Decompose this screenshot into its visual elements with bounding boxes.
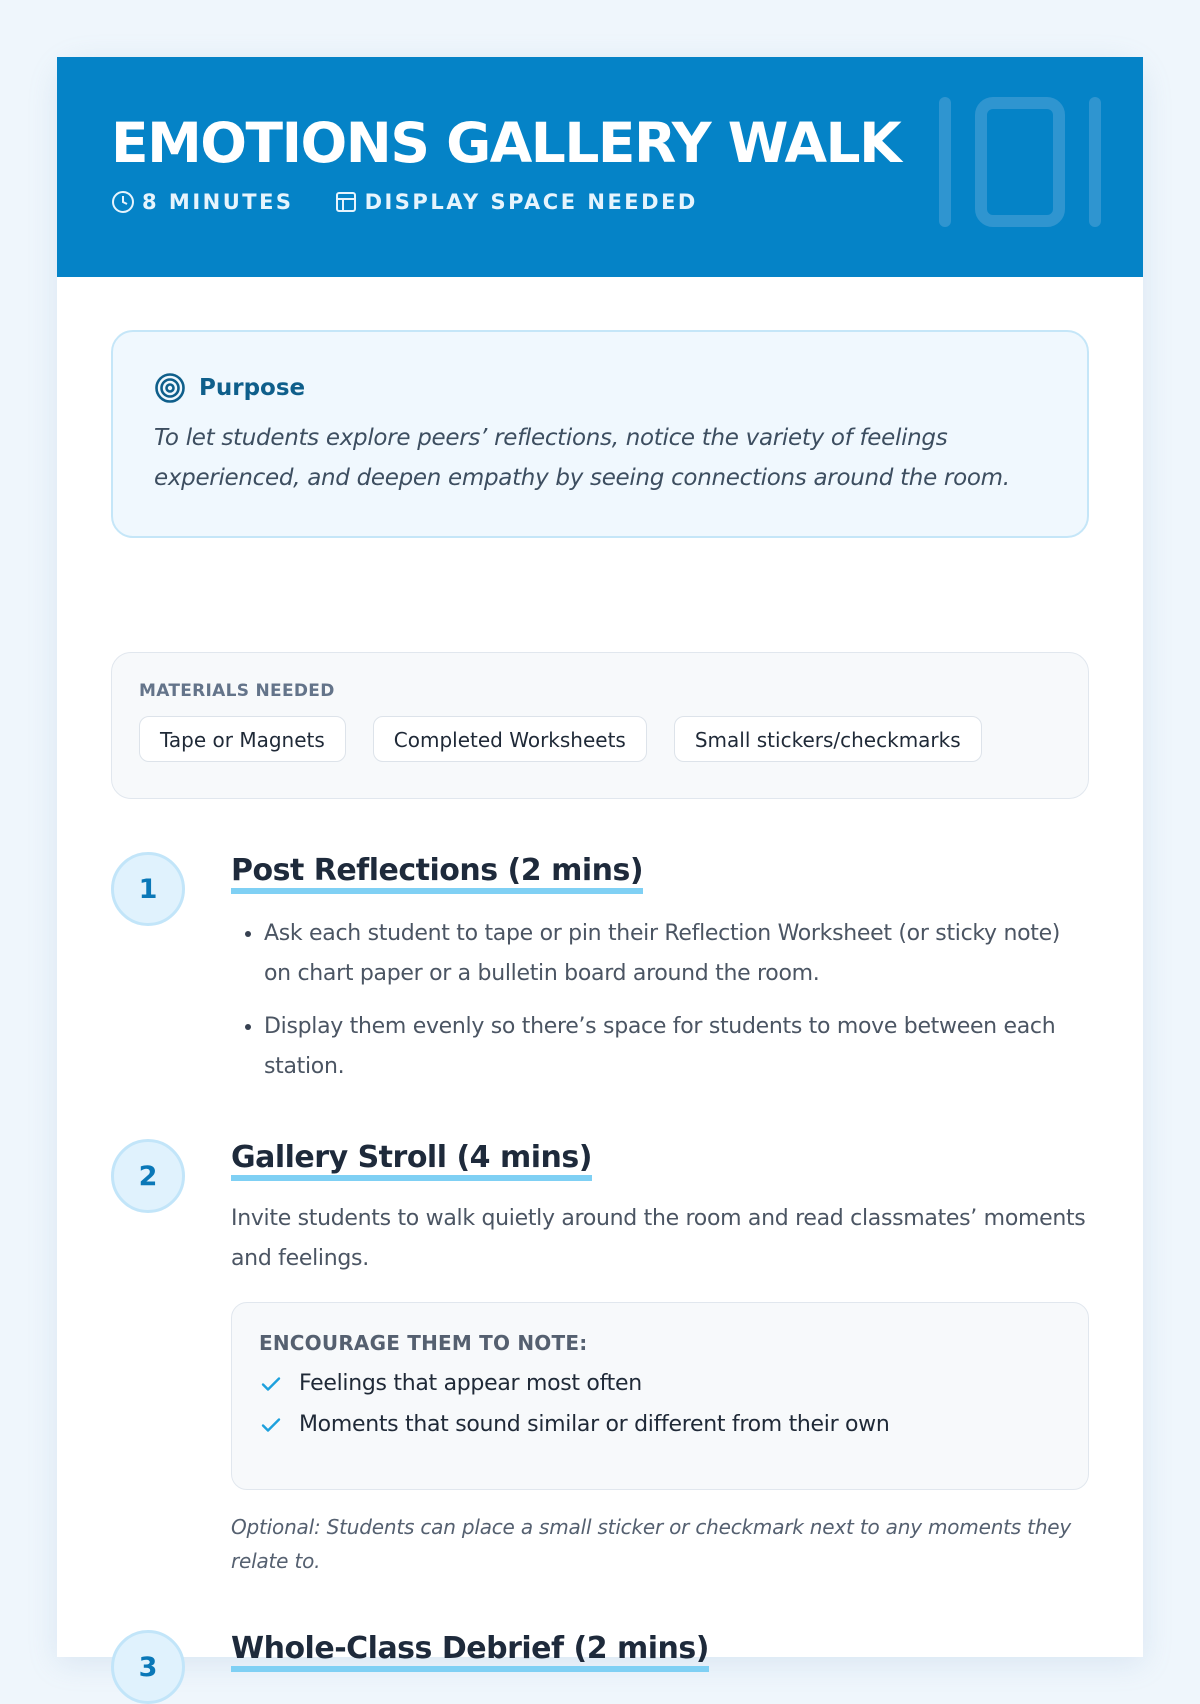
note-item-text: Feelings that appear most often <box>299 1371 642 1396</box>
note-item-text: Moments that sound similar or different from their own <box>299 1412 890 1437</box>
gallery-frame-icon <box>937 97 1107 247</box>
purpose-heading <box>154 372 1047 404</box>
step-body <box>231 1630 1089 1672</box>
material-chip: Small stickers/checkmarks <box>674 716 982 762</box>
material-chip: Completed Worksheets <box>373 716 647 762</box>
step-description: Invite students to walk quietly around the room and read classmates’ moments and feelings. <box>231 1206 1086 1271</box>
step-body <box>231 852 1089 1100</box>
bullet-item: • Ask each student to tape or pin their Reflection Worksheet (or sticky note) on chart paper or a bulletin board around the room. <box>264 914 1089 994</box>
duration-meta <box>111 190 294 214</box>
material-chip: Tape or Magnets <box>139 716 346 762</box>
space-text: DISPLAY SPACE NEEDED <box>364 190 698 214</box>
check-icon <box>259 1372 283 1396</box>
clock-icon <box>111 190 135 214</box>
header-meta <box>111 190 738 214</box>
purpose-label: Purpose <box>199 375 306 401</box>
layout-icon <box>334 190 358 214</box>
step-bullets <box>231 914 1089 1087</box>
bullet-item: • Display them evenly so there’s space for students to move between each station. <box>264 1007 1089 1087</box>
target-icon <box>154 372 186 404</box>
step-number: 3 <box>111 1630 185 1704</box>
note-box <box>231 1302 1089 1490</box>
materials-list <box>139 716 1061 762</box>
purpose-text: To let students explore peers’ reflections, notice the variety of feelings experienced, and deepen empathy by seeing connections around the room. <box>154 425 1010 491</box>
duration-text: 8 MINUTES <box>142 190 294 214</box>
note-item <box>259 1412 1061 1437</box>
step-title: Gallery Stroll (4 mins) <box>231 1139 592 1181</box>
header-banner <box>57 57 1143 277</box>
step-body <box>231 1139 1089 1578</box>
note-label: ENCOURAGE THEM TO NOTE: <box>259 1331 588 1355</box>
step-title: Whole-Class Debrief (2 mins) <box>231 1630 709 1672</box>
purpose-box <box>111 330 1089 538</box>
activity-card <box>57 57 1143 1683</box>
check-icon <box>259 1413 283 1437</box>
step-number: 1 <box>111 852 185 926</box>
optional-note: Optional: Students can place a small sticker or checkmark next to any moments they relate to. <box>231 1515 1072 1573</box>
step-number: 2 <box>111 1139 185 1213</box>
note-item <box>259 1371 1061 1396</box>
space-meta <box>334 190 698 214</box>
materials-label: MATERIALS NEEDED <box>139 681 335 701</box>
materials-box <box>111 652 1089 799</box>
step-title: Post Reflections (2 mins) <box>231 852 643 894</box>
page-title: EMOTIONS GALLERY WALK <box>111 111 901 175</box>
